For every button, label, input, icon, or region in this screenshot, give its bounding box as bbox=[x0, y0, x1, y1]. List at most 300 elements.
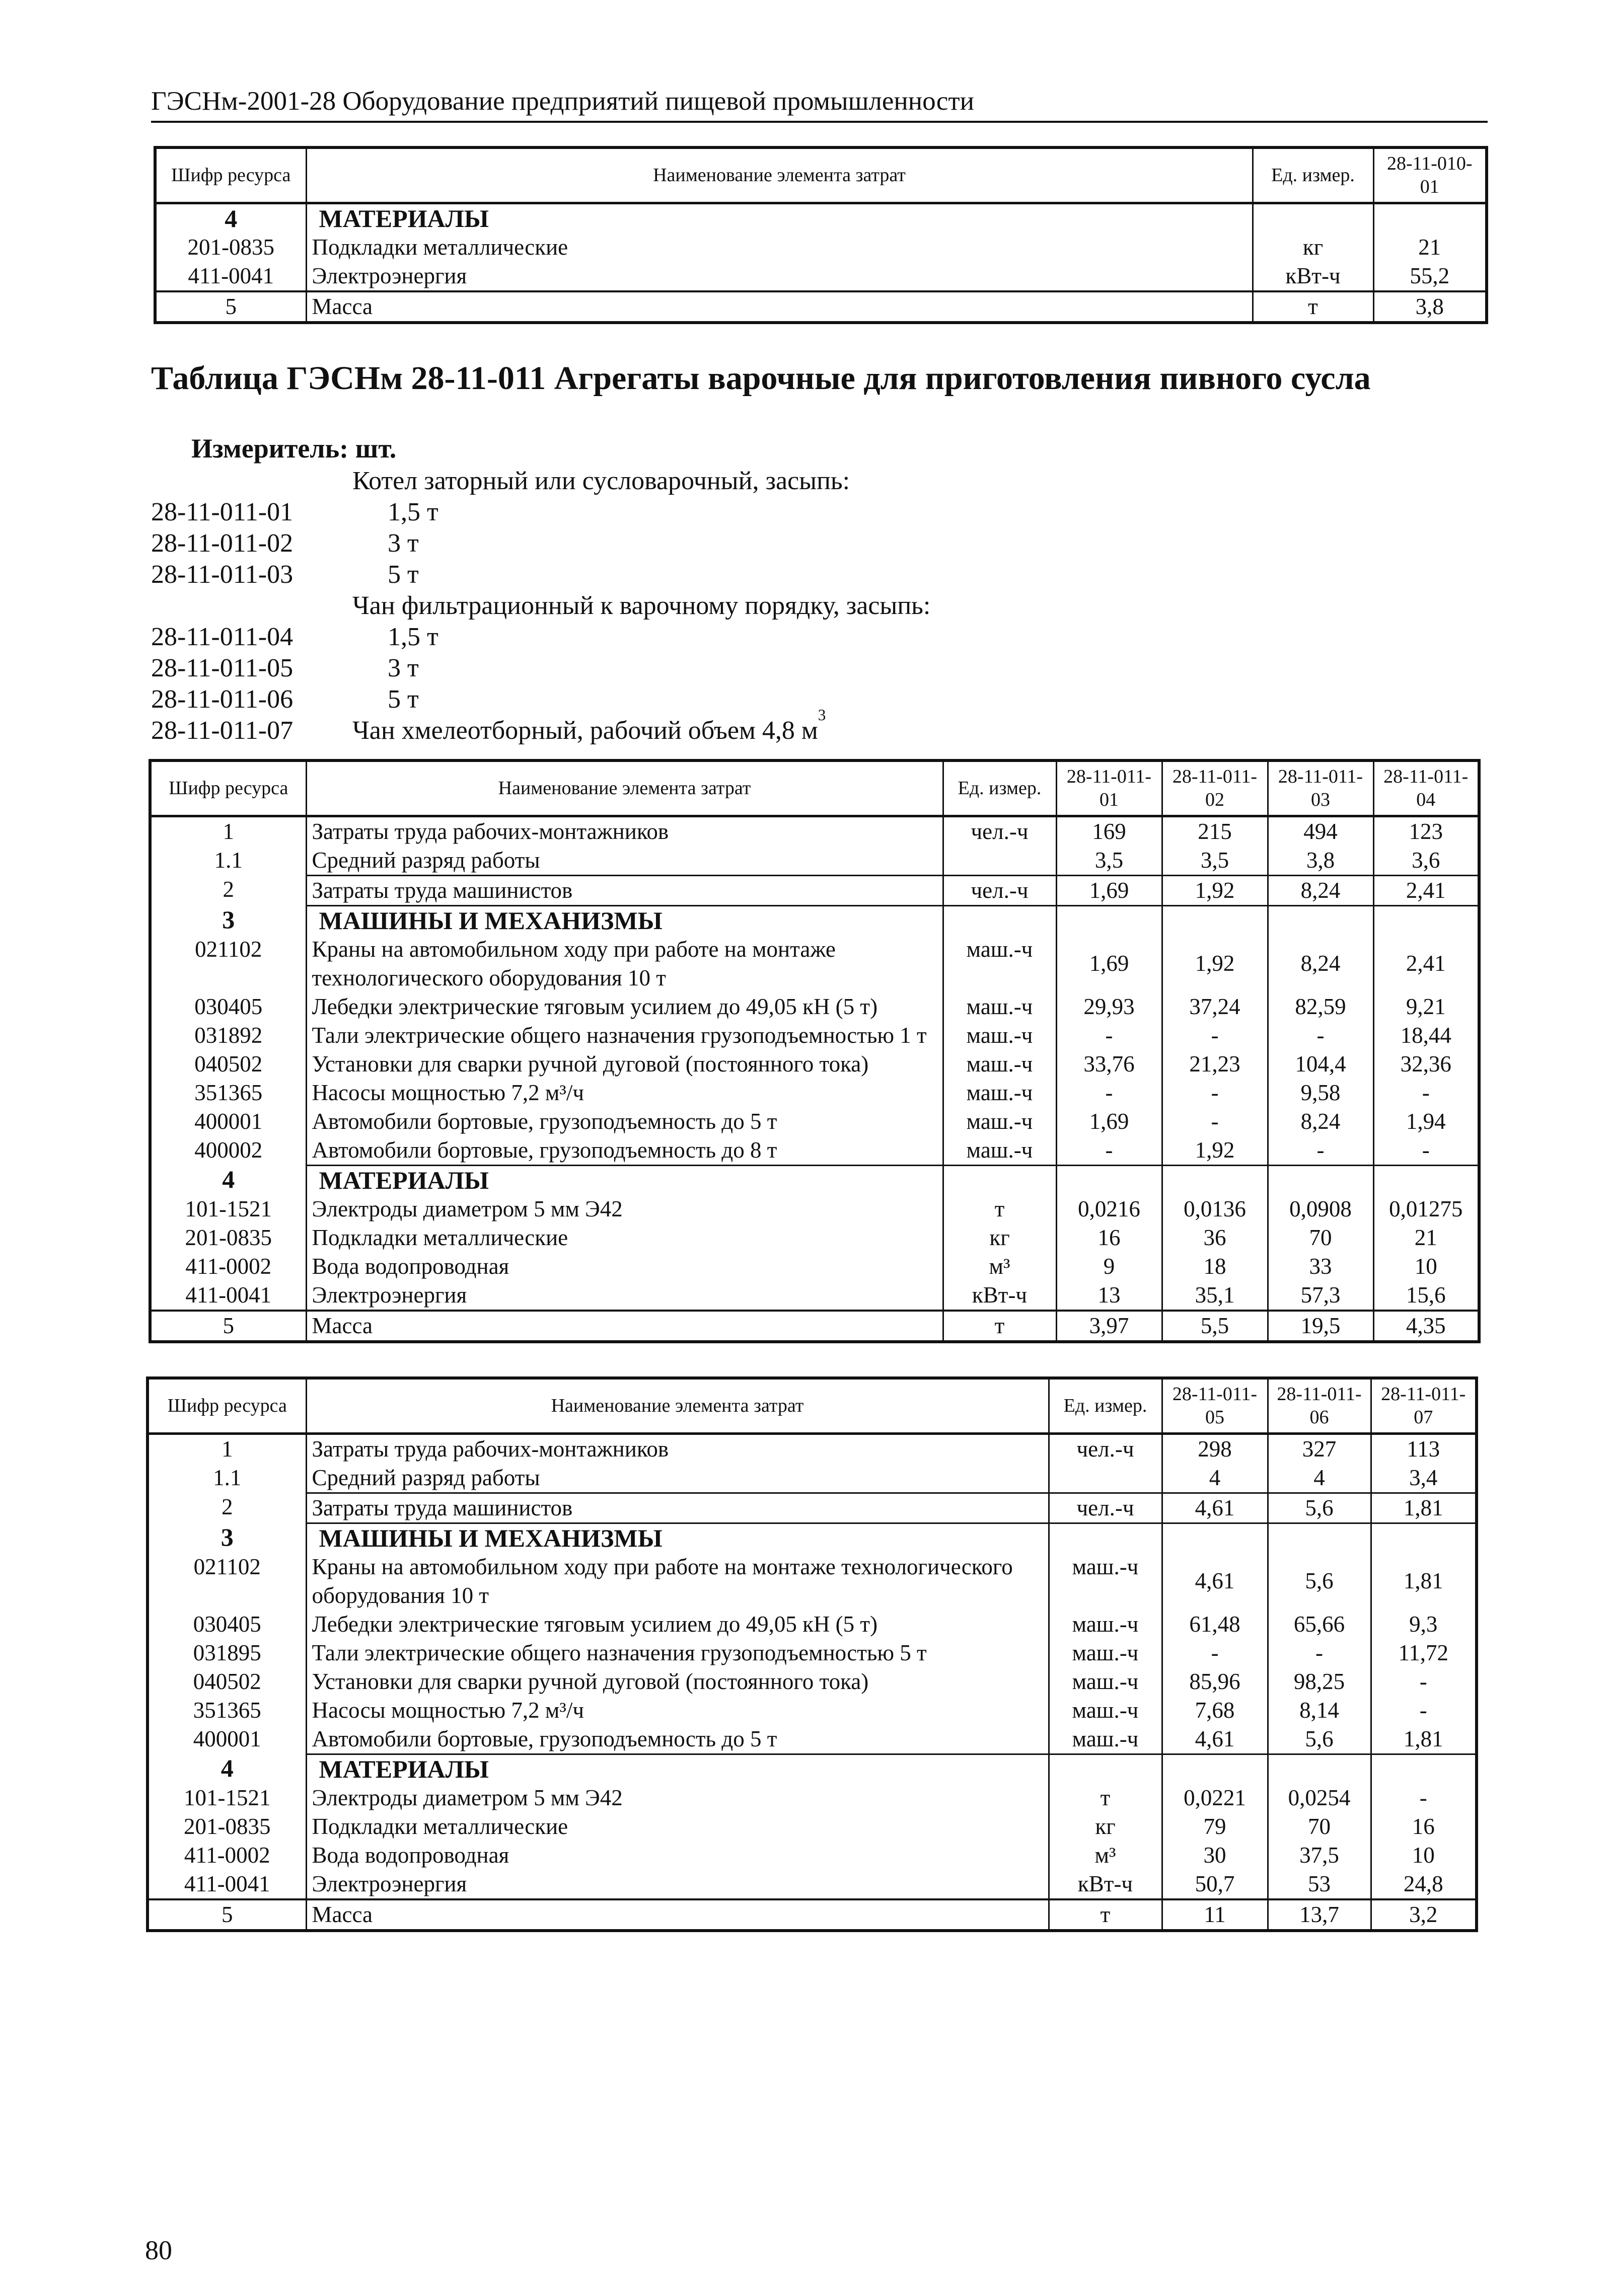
unit-of-measure: кВт-ч bbox=[943, 1281, 1056, 1311]
column-header: 28-11-011-02 bbox=[1162, 760, 1268, 816]
unit-of-measure: маш.-ч bbox=[943, 935, 1056, 992]
unit-of-measure: чел.-ч bbox=[1049, 1433, 1162, 1464]
resource-code: 031895 bbox=[148, 1639, 306, 1667]
code-list-item bbox=[151, 466, 930, 497]
norm-description: Котел заторный или сусловарочный, засыпь: bbox=[352, 467, 850, 495]
unit-of-measure: кВт-ч bbox=[1049, 1870, 1162, 1899]
norm-value bbox=[1162, 1754, 1268, 1784]
code-list-item bbox=[151, 559, 930, 590]
norm-value: 10 bbox=[1371, 1841, 1477, 1870]
table-row bbox=[150, 875, 1479, 905]
norm-value bbox=[1373, 1165, 1479, 1195]
norm-value: 70 bbox=[1268, 1812, 1371, 1841]
norm-value bbox=[1162, 1523, 1268, 1553]
norm-value: 1,94 bbox=[1373, 1107, 1479, 1136]
norm-value: 298 bbox=[1162, 1433, 1268, 1464]
resource-code: 411-0041 bbox=[150, 1281, 306, 1311]
cost-element-name: Затраты труда машинистов bbox=[306, 1493, 1049, 1523]
cost-element-name: Лебедки электрические тяговым усилием до 49,05 кН (5 т) bbox=[306, 1610, 1049, 1639]
norm-code: 28-11-011-05 bbox=[151, 654, 294, 682]
cost-element-name: Насосы мощностью 7,2 м³/ч bbox=[306, 1696, 1049, 1725]
norm-value: 3,2 bbox=[1371, 1899, 1477, 1931]
table-row bbox=[150, 1311, 1479, 1342]
norm-value: 33 bbox=[1268, 1252, 1373, 1281]
unit-of-measure: кг bbox=[1049, 1812, 1162, 1841]
resource-code: 040502 bbox=[150, 1050, 306, 1079]
unit-of-measure: т bbox=[1049, 1899, 1162, 1931]
norm-value: 29,93 bbox=[1056, 992, 1162, 1021]
norm-value: 5,5 bbox=[1162, 1311, 1268, 1342]
norm-value: 8,24 bbox=[1268, 935, 1373, 992]
cost-element-name: МАШИНЫ И МЕХАНИЗМЫ bbox=[306, 1523, 1049, 1553]
cost-element-name: Лебедки электрические тяговым усилием до 49,05 кН (5 т) bbox=[306, 992, 943, 1021]
unit-of-measure: т bbox=[943, 1311, 1056, 1342]
norm-value: 8,14 bbox=[1268, 1696, 1371, 1725]
column-header: Наименование элемента затрат bbox=[306, 147, 1253, 203]
code-list-item bbox=[151, 622, 930, 653]
cost-element-name: Автомобили бортовые, грузоподъемность до 8 т bbox=[306, 1136, 943, 1166]
cost-element-name: Автомобили бортовые, грузоподъемность до 5 т bbox=[306, 1725, 1049, 1754]
resource-code: 030405 bbox=[150, 992, 306, 1021]
norm-description: 1,5 т bbox=[388, 623, 438, 651]
norm-value: - bbox=[1162, 1021, 1268, 1050]
norm-value: 169 bbox=[1056, 816, 1162, 846]
norm-value: 85,96 bbox=[1162, 1667, 1268, 1696]
resource-code: 2 bbox=[150, 875, 306, 905]
norm-value bbox=[1268, 1165, 1373, 1195]
norm-value: 18 bbox=[1162, 1252, 1268, 1281]
table-row bbox=[150, 1281, 1479, 1311]
norm-value: 0,01275 bbox=[1373, 1195, 1479, 1223]
norm-value: - bbox=[1373, 1136, 1479, 1166]
norm-value: 16 bbox=[1056, 1223, 1162, 1252]
norm-value: 65,66 bbox=[1268, 1610, 1371, 1639]
running-header: ГЭСНм-2001-28 Оборудование предприятий пищевой промышленности bbox=[151, 85, 1488, 123]
norm-value: 3,8 bbox=[1373, 291, 1487, 323]
norm-code: 28-11-011-07 bbox=[151, 716, 294, 745]
resource-code: 4 bbox=[155, 203, 306, 233]
norm-value bbox=[1162, 1165, 1268, 1195]
unit-of-measure: маш.-ч bbox=[1049, 1553, 1162, 1610]
resource-code: 411-0002 bbox=[148, 1841, 306, 1870]
unit-of-measure: м³ bbox=[943, 1252, 1056, 1281]
norm-value: 9,3 bbox=[1371, 1610, 1477, 1639]
cost-element-name: Тали электрические общего назначения грузоподъемностью 1 т bbox=[306, 1021, 943, 1050]
cost-element-name: Затраты труда рабочих-монтажников bbox=[306, 1433, 1049, 1464]
column-header: Наименование элемента затрат bbox=[306, 1378, 1049, 1433]
section-row bbox=[150, 905, 1479, 935]
resource-code: 201-0835 bbox=[155, 233, 306, 262]
norm-value: 79 bbox=[1162, 1812, 1268, 1841]
unit-of-measure bbox=[1049, 1464, 1162, 1493]
table-row bbox=[150, 846, 1479, 876]
unit-of-measure bbox=[1049, 1523, 1162, 1553]
table-row bbox=[148, 1433, 1477, 1464]
resource-code: 400002 bbox=[150, 1136, 306, 1166]
norm-value: 36 bbox=[1162, 1223, 1268, 1252]
norm-value: - bbox=[1056, 1021, 1162, 1050]
norm-value: 30 bbox=[1162, 1841, 1268, 1870]
norms-table-2 bbox=[146, 1376, 1478, 1932]
table-row bbox=[150, 1252, 1479, 1281]
cost-element-name: Подкладки металлические bbox=[306, 1812, 1049, 1841]
column-header: Наименование элемента затрат bbox=[306, 760, 943, 816]
section-row bbox=[148, 1523, 1477, 1553]
table-row bbox=[150, 992, 1479, 1021]
section-row bbox=[148, 1754, 1477, 1784]
norm-description: 1,5 т bbox=[388, 498, 438, 526]
resource-code: 201-0835 bbox=[150, 1223, 306, 1252]
norm-value: 1,69 bbox=[1056, 1107, 1162, 1136]
resource-code: 1.1 bbox=[150, 846, 306, 876]
unit-of-measure: чел.-ч bbox=[943, 875, 1056, 905]
unit-of-measure: кг bbox=[943, 1223, 1056, 1252]
table-row bbox=[148, 1841, 1477, 1870]
unit-of-measure: кВт-ч bbox=[1253, 262, 1373, 291]
cost-element-name: Электроды диаметром 5 мм Э42 bbox=[306, 1784, 1049, 1812]
norm-value: - bbox=[1268, 1639, 1371, 1667]
norm-value bbox=[1268, 905, 1373, 935]
norm-value: 13,7 bbox=[1268, 1899, 1371, 1931]
resource-code: 4 bbox=[148, 1754, 306, 1784]
norm-value: 1,69 bbox=[1056, 935, 1162, 992]
cost-element-name: Электроэнергия bbox=[306, 262, 1253, 291]
resource-code: 400001 bbox=[148, 1725, 306, 1754]
norm-value: 327 bbox=[1268, 1433, 1371, 1464]
norm-value: 4,61 bbox=[1162, 1493, 1268, 1523]
norm-value: 4,61 bbox=[1162, 1553, 1268, 1610]
norm-value: 3,5 bbox=[1056, 846, 1162, 876]
resource-code: 021102 bbox=[148, 1553, 306, 1610]
unit-of-measure: т bbox=[1253, 291, 1373, 323]
norm-value: 1,81 bbox=[1371, 1493, 1477, 1523]
table-row bbox=[150, 935, 1479, 992]
cost-element-name: Подкладки металлические bbox=[306, 233, 1253, 262]
unit-of-measure: чел.-ч bbox=[943, 816, 1056, 846]
column-header: Шифр ресурса bbox=[155, 147, 306, 203]
resource-code: 040502 bbox=[148, 1667, 306, 1696]
norm-value: 0,0221 bbox=[1162, 1784, 1268, 1812]
cost-element-name: Электроэнергия bbox=[306, 1870, 1049, 1899]
norm-code: 28-11-011-01 bbox=[151, 498, 294, 526]
cost-element-name: Установки для сварки ручной дуговой (постоянного тока) bbox=[306, 1050, 943, 1079]
norm-value: 11 bbox=[1162, 1899, 1268, 1931]
norm-value: - bbox=[1056, 1079, 1162, 1107]
norm-value: 104,4 bbox=[1268, 1050, 1373, 1079]
table-row bbox=[150, 1136, 1479, 1166]
norm-value bbox=[1056, 1165, 1162, 1195]
unit-of-measure: маш.-ч bbox=[1049, 1639, 1162, 1667]
table-title: Таблица ГЭСНм 28-11-011 Агрегаты варочные для приготовления пивного сусла bbox=[151, 360, 1371, 397]
column-header: 28-11-011-03 bbox=[1268, 760, 1373, 816]
cost-element-name: Электроды диаметром 5 мм Э42 bbox=[306, 1195, 943, 1223]
table-row bbox=[150, 1195, 1479, 1223]
column-header: 28-11-011-06 bbox=[1268, 1378, 1371, 1433]
norm-value: 33,76 bbox=[1056, 1050, 1162, 1079]
norm-value: 18,44 bbox=[1373, 1021, 1479, 1050]
unit-of-measure bbox=[943, 1165, 1056, 1195]
unit-of-measure: маш.-ч bbox=[943, 992, 1056, 1021]
norm-value: 53 bbox=[1268, 1870, 1371, 1899]
norm-value: 1,92 bbox=[1162, 875, 1268, 905]
norm-value: 1,81 bbox=[1371, 1725, 1477, 1754]
unit-of-measure: маш.-ч bbox=[1049, 1696, 1162, 1725]
resource-code: 3 bbox=[150, 905, 306, 935]
norm-value: 24,8 bbox=[1371, 1870, 1477, 1899]
norm-value: - bbox=[1162, 1107, 1268, 1136]
column-header: 28-11-010-01 bbox=[1373, 147, 1487, 203]
resource-code: 031892 bbox=[150, 1021, 306, 1050]
norm-value: 21,23 bbox=[1162, 1050, 1268, 1079]
norm-value bbox=[1268, 1523, 1371, 1553]
unit-of-measure: чел.-ч bbox=[1049, 1493, 1162, 1523]
code-list-item bbox=[151, 497, 930, 528]
cost-element-name: Подкладки металлические bbox=[306, 1223, 943, 1252]
column-header: Шифр ресурса bbox=[150, 760, 306, 816]
norm-value: 3,6 bbox=[1373, 846, 1479, 876]
resource-code: 1 bbox=[148, 1433, 306, 1464]
column-header: 28-11-011-05 bbox=[1162, 1378, 1268, 1433]
unit-of-measure: маш.-ч bbox=[943, 1021, 1056, 1050]
resource-code: 101-1521 bbox=[148, 1784, 306, 1812]
code-list bbox=[151, 466, 930, 746]
column-header: Ед. измер. bbox=[943, 760, 1056, 816]
resource-code: 351365 bbox=[150, 1079, 306, 1107]
unit-of-measure bbox=[1253, 203, 1373, 233]
norm-code: 28-11-011-04 bbox=[151, 623, 294, 651]
cost-element-name: Электроэнергия bbox=[306, 1281, 943, 1311]
cost-element-name: Средний разряд работы bbox=[306, 846, 943, 876]
page-number: 80 bbox=[145, 2235, 172, 2265]
norm-description: Чан хмелеотборный, рабочий объем 4,8 м bbox=[352, 716, 818, 745]
table-row bbox=[148, 1493, 1477, 1523]
norm-value: 70 bbox=[1268, 1223, 1373, 1252]
table-row bbox=[148, 1812, 1477, 1841]
norm-value: - bbox=[1373, 1079, 1479, 1107]
column-header: Ед. измер. bbox=[1049, 1378, 1162, 1433]
norm-value bbox=[1371, 1754, 1477, 1784]
norm-code bbox=[151, 590, 352, 622]
column-header: 28-11-011-07 bbox=[1371, 1378, 1477, 1433]
cost-element-name: Краны на автомобильном ходу при работе на монтаже технологического оборудования 10 т bbox=[306, 1553, 1049, 1610]
resource-code: 411-0002 bbox=[150, 1252, 306, 1281]
norm-value bbox=[1056, 905, 1162, 935]
norm-description: 5 т bbox=[388, 560, 419, 589]
norm-value: 0,0136 bbox=[1162, 1195, 1268, 1223]
norm-value: 9,21 bbox=[1373, 992, 1479, 1021]
table-row bbox=[148, 1464, 1477, 1493]
norm-value: 3,4 bbox=[1371, 1464, 1477, 1493]
norm-description: 5 т bbox=[388, 685, 419, 714]
unit-of-measure: маш.-ч bbox=[1049, 1610, 1162, 1639]
norm-value: 5,6 bbox=[1268, 1493, 1371, 1523]
column-header: 28-11-011-01 bbox=[1056, 760, 1162, 816]
norm-description: 3 т bbox=[388, 529, 419, 558]
norm-value: 32,36 bbox=[1373, 1050, 1479, 1079]
norm-value: 123 bbox=[1373, 816, 1479, 846]
norm-value: 8,24 bbox=[1268, 875, 1373, 905]
norm-description: Чан фильтрационный к варочному порядку, засыпь: bbox=[352, 591, 931, 620]
resource-code: 351365 bbox=[148, 1696, 306, 1725]
code-list-item bbox=[151, 590, 930, 622]
norm-value: 61,48 bbox=[1162, 1610, 1268, 1639]
cost-element-name: Установки для сварки ручной дуговой (постоянного тока) bbox=[306, 1667, 1049, 1696]
norm-value: 13 bbox=[1056, 1281, 1162, 1311]
norm-value: 82,59 bbox=[1268, 992, 1373, 1021]
norm-value: 215 bbox=[1162, 816, 1268, 846]
norm-value: - bbox=[1371, 1667, 1477, 1696]
resource-code: 5 bbox=[148, 1899, 306, 1931]
norm-value: 37,5 bbox=[1268, 1841, 1371, 1870]
table-row bbox=[148, 1784, 1477, 1812]
norm-value: 3,8 bbox=[1268, 846, 1373, 876]
resource-code: 411-0041 bbox=[155, 262, 306, 291]
table-row bbox=[150, 816, 1479, 846]
code-list-item bbox=[151, 684, 930, 715]
unit-of-measure: м³ bbox=[1049, 1841, 1162, 1870]
cost-element-name: Масса bbox=[306, 1899, 1049, 1931]
norm-value: - bbox=[1371, 1784, 1477, 1812]
resource-code: 5 bbox=[155, 291, 306, 323]
norm-value: 3,97 bbox=[1056, 1311, 1162, 1342]
norm-value bbox=[1373, 203, 1487, 233]
cost-element-name: Краны на автомобильном ходу при работе на монтаже технологического оборудования 10 т bbox=[306, 935, 943, 992]
table-row bbox=[148, 1639, 1477, 1667]
code-list-item bbox=[151, 528, 930, 559]
resource-code: 400001 bbox=[150, 1107, 306, 1136]
resource-code: 2 bbox=[148, 1493, 306, 1523]
column-header: 28-11-011-04 bbox=[1373, 760, 1479, 816]
norm-value: 21 bbox=[1373, 233, 1487, 262]
norm-value: 4,61 bbox=[1162, 1725, 1268, 1754]
code-list-item bbox=[151, 653, 930, 684]
table-row bbox=[148, 1610, 1477, 1639]
table-row bbox=[155, 233, 1487, 262]
cost-element-name: Затраты труда машинистов bbox=[306, 875, 943, 905]
cost-element-name: МАТЕРИАЛЫ bbox=[306, 1754, 1049, 1784]
unit-of-measure bbox=[943, 846, 1056, 876]
norm-value: 4 bbox=[1268, 1464, 1371, 1493]
norm-value bbox=[1371, 1523, 1477, 1553]
norm-value: 0,0908 bbox=[1268, 1195, 1373, 1223]
column-header: Ед. измер. bbox=[1253, 147, 1373, 203]
cost-element-name: Масса bbox=[306, 1311, 943, 1342]
cost-element-name: Затраты труда рабочих-монтажников bbox=[306, 816, 943, 846]
table-row bbox=[148, 1553, 1477, 1610]
norm-value: - bbox=[1268, 1021, 1373, 1050]
norm-value: 9 bbox=[1056, 1252, 1162, 1281]
table-row bbox=[155, 262, 1487, 291]
cost-element-name: Вода водопроводная bbox=[306, 1841, 1049, 1870]
norm-value: 2,41 bbox=[1373, 875, 1479, 905]
norm-value: 55,2 bbox=[1373, 262, 1487, 291]
norm-value: 15,6 bbox=[1373, 1281, 1479, 1311]
norm-description: 3 т bbox=[388, 654, 419, 682]
cost-element-name: МАТЕРИАЛЫ bbox=[306, 1165, 943, 1195]
norm-value: 1,92 bbox=[1162, 935, 1268, 992]
cost-element-name: Насосы мощностью 7,2 м³/ч bbox=[306, 1079, 943, 1107]
cost-element-name: Средний разряд работы bbox=[306, 1464, 1049, 1493]
table-row bbox=[155, 291, 1487, 323]
norm-code: 28-11-011-06 bbox=[151, 685, 294, 714]
norm-value bbox=[1373, 905, 1479, 935]
unit-of-measure: маш.-ч bbox=[943, 1107, 1056, 1136]
resource-code: 1.1 bbox=[148, 1464, 306, 1493]
norm-value: 1,81 bbox=[1371, 1553, 1477, 1610]
table-row bbox=[148, 1696, 1477, 1725]
table-row bbox=[150, 1021, 1479, 1050]
norm-value: 9,58 bbox=[1268, 1079, 1373, 1107]
norm-value bbox=[1162, 905, 1268, 935]
section-row bbox=[155, 203, 1487, 233]
norm-value: 3,5 bbox=[1162, 846, 1268, 876]
resource-code: 3 bbox=[148, 1523, 306, 1553]
unit-of-measure: маш.-ч bbox=[1049, 1667, 1162, 1696]
unit-of-measure: т bbox=[1049, 1784, 1162, 1812]
unit-of-measure: маш.-ч bbox=[943, 1050, 1056, 1079]
code-list-item bbox=[151, 706, 930, 746]
norm-value bbox=[1268, 1754, 1371, 1784]
cost-element-name: Вода водопроводная bbox=[306, 1252, 943, 1281]
cost-element-name: МАШИНЫ И МЕХАНИЗМЫ bbox=[306, 905, 943, 935]
unit-of-measure: кг bbox=[1253, 233, 1373, 262]
norm-value: 19,5 bbox=[1268, 1311, 1373, 1342]
table-row bbox=[148, 1667, 1477, 1696]
norm-value: 37,24 bbox=[1162, 992, 1268, 1021]
norm-value: - bbox=[1268, 1136, 1373, 1166]
norm-value: 57,3 bbox=[1268, 1281, 1373, 1311]
table-row bbox=[148, 1899, 1477, 1931]
unit-of-measure: маш.-ч bbox=[1049, 1725, 1162, 1754]
measure-unit: Измеритель: шт. bbox=[191, 433, 397, 464]
norm-value: 21 bbox=[1373, 1223, 1479, 1252]
section-row bbox=[150, 1165, 1479, 1195]
norm-value: 10 bbox=[1373, 1252, 1479, 1281]
norm-value: 4,35 bbox=[1373, 1311, 1479, 1342]
top-resource-table bbox=[154, 146, 1488, 324]
norm-value: 2,41 bbox=[1373, 935, 1479, 992]
resource-code: 201-0835 bbox=[148, 1812, 306, 1841]
norm-value: 50,7 bbox=[1162, 1870, 1268, 1899]
norm-value: 35,1 bbox=[1162, 1281, 1268, 1311]
norm-value: 8,24 bbox=[1268, 1107, 1373, 1136]
norm-value: 11,72 bbox=[1371, 1639, 1477, 1667]
resource-code: 030405 bbox=[148, 1610, 306, 1639]
norm-code: 28-11-011-03 bbox=[151, 560, 294, 589]
column-header: Шифр ресурса bbox=[148, 1378, 306, 1433]
norm-value: 7,68 bbox=[1162, 1696, 1268, 1725]
norm-code: 28-11-011-02 bbox=[151, 529, 294, 558]
norm-value: 4 bbox=[1162, 1464, 1268, 1493]
resource-code: 101-1521 bbox=[150, 1195, 306, 1223]
norm-value: 16 bbox=[1371, 1812, 1477, 1841]
norm-value: 1,69 bbox=[1056, 875, 1162, 905]
norm-code bbox=[151, 466, 352, 497]
resource-code: 1 bbox=[150, 816, 306, 846]
norm-value: 113 bbox=[1371, 1433, 1477, 1464]
unit-of-measure: маш.-ч bbox=[943, 1079, 1056, 1107]
unit-of-measure bbox=[1049, 1754, 1162, 1784]
norm-value: 5,6 bbox=[1268, 1725, 1371, 1754]
resource-code: 5 bbox=[150, 1311, 306, 1342]
unit-of-measure bbox=[943, 905, 1056, 935]
resource-code: 411-0041 bbox=[148, 1870, 306, 1899]
unit-of-measure: маш.-ч bbox=[943, 1136, 1056, 1166]
table-row bbox=[150, 1050, 1479, 1079]
resource-code: 021102 bbox=[150, 935, 306, 992]
norm-value: 1,92 bbox=[1162, 1136, 1268, 1166]
norm-value: 98,25 bbox=[1268, 1667, 1371, 1696]
